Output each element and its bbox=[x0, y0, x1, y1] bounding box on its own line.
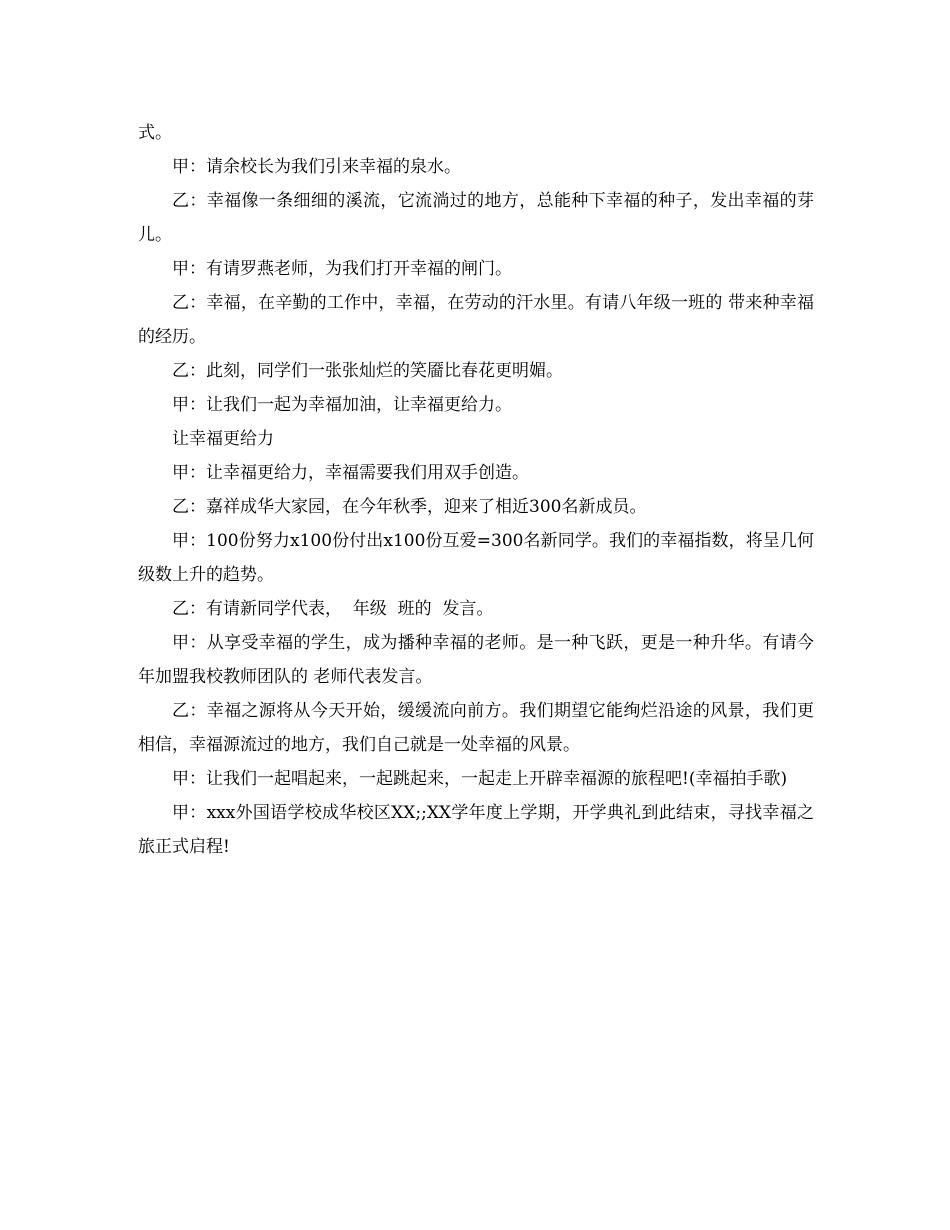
paragraph-jia-teacher-rep: 甲：从享受幸福的学生，成为播种幸福的老师。是一种飞跃，更是一种升华。有请今年加盟我校教师团队的 老师代表发言。 bbox=[138, 633, 814, 687]
document-body bbox=[138, 116, 814, 864]
paragraph-jia-invite-principal: 甲：请余校长为我们引来幸福的泉水。 bbox=[172, 157, 461, 177]
paragraph-yi-hard-work: 乙：幸福，在辛勤的工作中，幸福，在劳动的汗水里。有请八年级一班的 带来种幸福的经历。 bbox=[138, 293, 814, 347]
paragraph-yi-student-rep: 乙：有请新同学代表， 年级 班的 发言。 bbox=[172, 599, 494, 619]
paragraph-jia-create: 甲：让幸福更给力，幸福需要我们用双手创造。 bbox=[172, 463, 529, 483]
paragraph-continuation: 式。 bbox=[138, 123, 172, 143]
paragraph-jia-sing: 甲：让我们一起唱起来，一起跳起来，一起走上开辟幸福源的旅程吧!(幸福拍手歌) bbox=[172, 769, 788, 789]
paragraph-yi-smiles: 乙：此刻，同学们一张张灿烂的笑靥比春花更明媚。 bbox=[172, 361, 563, 381]
paragraph-yi-new-members: 乙：嘉祥成华大家园，在今年秋季，迎来了相近300名新成员。 bbox=[172, 497, 647, 517]
paragraph-yi-stream: 乙：幸福像一条细细的溪流，它流淌过的地方，总能种下幸福的种子，发出幸福的芽儿。 bbox=[138, 191, 814, 245]
paragraph-jia-invite-teacher: 甲：有请罗燕老师，为我们打开幸福的闸门。 bbox=[172, 259, 512, 279]
paragraph-jia-cheer: 甲：让我们一起为幸福加油，让幸福更给力。 bbox=[172, 395, 512, 415]
paragraph-jia-closing: 甲：xxx外国语学校成华校区XX;;XX学年度上学期，开学典礼到此结束，寻找幸福之旅正式启程! bbox=[138, 803, 814, 857]
paragraph-yi-source: 乙：幸福之源将从今天开始，缓缓流向前方。我们期望它能绚烂沿途的风景，我们更相信，幸福源流过的地方，我们自己就是一处幸福的风景。 bbox=[138, 701, 814, 755]
section-heading: 让幸福更给力 bbox=[172, 429, 274, 449]
paragraph-jia-happiness-index: 甲：100份努力x100份付出x100份互爱=300名新同学。我们的幸福指数，将呈几何级数上升的趋势。 bbox=[138, 531, 814, 585]
